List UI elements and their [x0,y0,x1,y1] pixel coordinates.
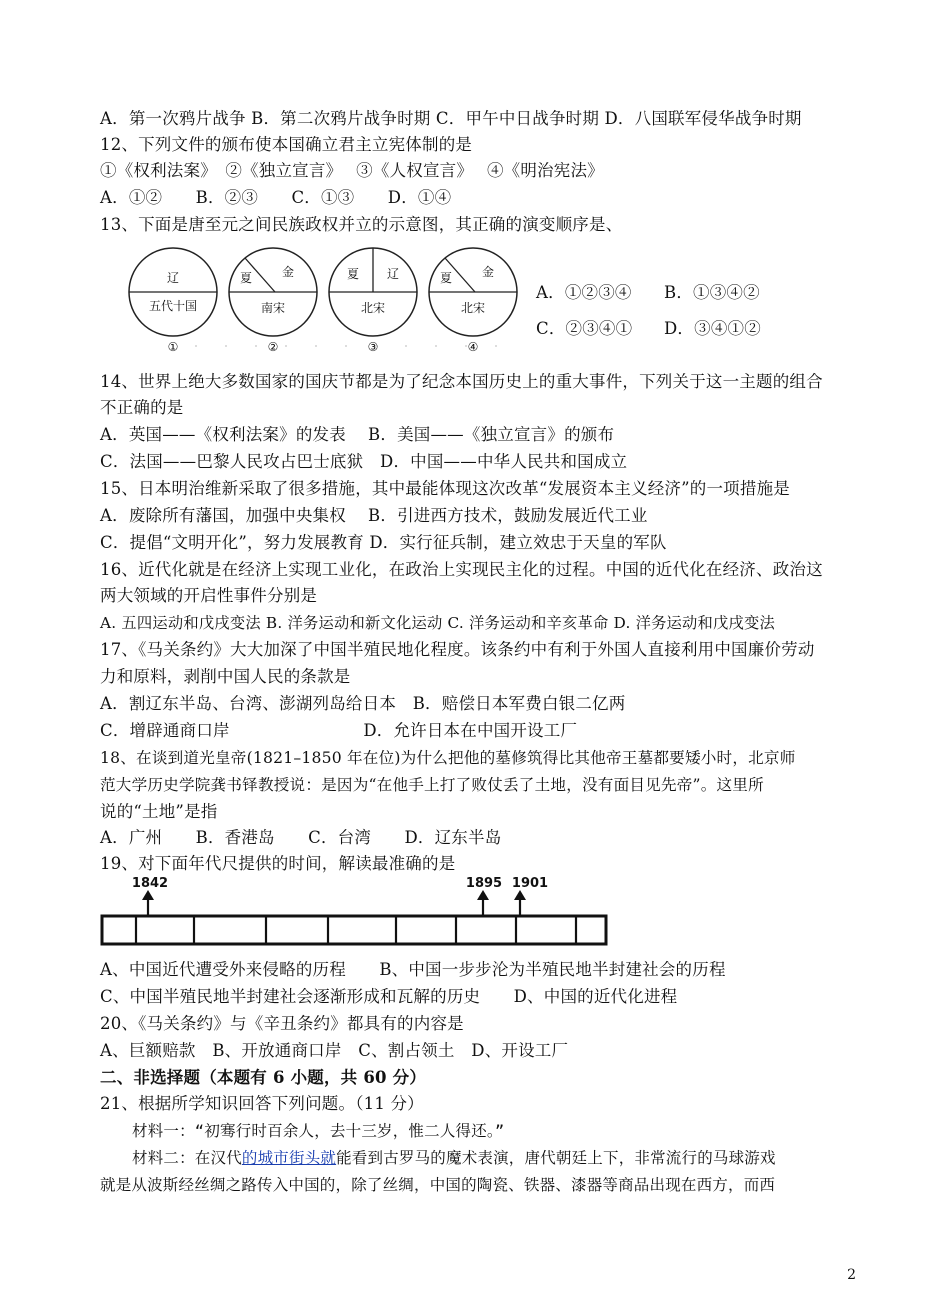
timeline-label-1895: 1895 [465,876,503,891]
q12-options: A．①② B．②③ C．①③ D．①④ [100,188,452,207]
q15-options-ab: A．废除所有藩国，加强中央集权 B．引进西方技术，鼓励发展近代工业 [100,506,648,525]
q16-stem-line-2: 两大领域的开启性事件分别是 [100,586,318,605]
circle-2-bottom: 南宋 [260,301,286,315]
circle-1-bottom: 五代十国 [148,299,198,313]
circle-3-bottom: 北宋 [360,301,386,315]
timeline-label-1842: 1842 [131,876,169,891]
q13-option-a: A．①②③④ [536,283,632,302]
q13-option-d: D．③④①② [664,319,761,338]
q17-stem-line-1: 17、《马关条约》大大加深了中国半殖民地化程度。该条约中有利于外国人直接利用中国廉价劳动 [100,640,815,659]
q18-stem-line-1: 18、在谈到道光皇帝(1821–1850 年在位)为什么把他的墓修筑得比其他帝王墓都要矮小时，北京师 [100,749,796,767]
q18-stem-line-3: 说的“土地”是指 [100,802,218,821]
q19-options-ab: A、中国近代遭受外来侵略的历程 B、中国一步步沦为半殖民地半封建社会的历程 [100,960,726,979]
q20-stem: 20、《马关条约》与《辛丑条约》都具有的内容是 [100,1014,464,1033]
circle-3-top-right: 辽 [386,267,400,281]
q13-option-b: B．①③④② [664,283,760,302]
diagram-circle-2 [229,248,317,354]
q13-regime-diagram [125,244,525,356]
q13-option-c: C．②③④① [536,319,633,338]
q14-stem-line-1: 14、世界上绝大多数国家的国庆节都是为了纪念本国历史上的重大事件，下列关于这一主题的组合 [100,372,823,391]
q14-options-ab: A．英国——《权利法案》的发表 B．美国——《独立宣言》的颁布 [100,425,615,444]
q19-options-cd: C、中国半殖民地半封建社会逐渐形成和瓦解的历史 D、中国的近代化进程 [100,987,678,1006]
q13-stem: 13、下面是唐至元之间民族政权并立的示意图，其正确的演变顺序是、 [100,215,623,234]
q15-stem: 15、日本明治维新采取了很多措施，其中最能体现这次改革“发展资本主义经济”的一项措施是 [100,479,790,498]
circle-2-number: ② [267,340,279,354]
timeline-label-1901: 1901 [511,876,549,891]
q18-options: A．广州 B．香港岛 C．台湾 D．辽东半岛 [100,828,502,847]
q14-stem-line-2: 不正确的是 [100,398,184,417]
circle-4-bottom: 北宋 [460,301,486,315]
q21-material-2-continued: 就是从波斯经丝绸之路传入中国的，除了丝绸，中国的陶瓷、铁器、漆器等商品出现在西方，而西 [100,1176,776,1194]
q17-options-ab: A．割辽东半岛、台湾、澎湖列岛给日本 B．赔偿日本军费白银二亿两 [100,694,626,713]
q18-stem-line-2: 范大学历史学院龚书铎教授说：是因为“在他手上打了败仗丢了土地，没有面目见先帝”。这里所 [100,776,764,794]
diagram-circle-4 [429,248,517,354]
circle-4-number: ④ [467,340,479,354]
circle-2-top-right: 金 [281,265,295,279]
q16-options: A. 五四运动和戊戌变法 B. 洋务运动和新文化运动 C. 洋务运动和辛亥革命 D. 洋务运动和戊戌变法 [100,614,776,632]
q21-material-1: 材料一：“初骞行时百余人，去十三岁，惟二人得还。” [132,1122,505,1140]
q15-options-cd: C．提倡“文明开化”，努力发展教育 D．实行征兵制，建立效忠于天皇的军队 [100,533,667,552]
timeline-marker-1901 [512,876,548,916]
material-2-prefix: 材料二：在汉代 [132,1149,242,1167]
material-2-suffix: 能看到古罗马的魔术表演，唐代朝廷上下，非常流行的马球游戏 [336,1149,776,1167]
q19-stem: 19、对下面年代尺提供的时间，解读最准确的是 [100,854,456,873]
q19-timeline [98,872,618,952]
q12-stem: 12、下列文件的颁布使本国确立君主立宪体制的是 [100,135,473,154]
q17-stem-line-2: 力和原料，剥削中国人民的条款是 [100,667,351,686]
q21-stem: 21、根据所学知识回答下列问题。（11 分） [100,1094,424,1113]
circle-1-top: 辽 [166,271,180,285]
diagram-circle-1 [129,248,217,354]
circle-2-top-left: 夏 [239,271,253,285]
circle-1-number: ① [167,340,179,354]
q17-options-cd: C．增辟通商口岸 D．允许日本在中国开设工厂 [100,721,578,740]
q12-items: ①《权利法案》 ②《独立宣言》 ③《人权宣言》 ④《明治宪法》 [100,161,604,180]
q11-options: A．第一次鸦片战争 B．第二次鸦片战争时期 C．甲午中日战争时期 D．八国联军侵华战争时期 [100,109,802,128]
timeline-marker-1895 [466,876,502,916]
timeline-marker-1842 [132,876,168,916]
material-2-link[interactable]: 的城市街头就 [241,1149,337,1167]
q14-options-cd: C．法国——巴黎人民攻占巴士底狱 D．中国——中华人民共和国成立 [100,452,628,471]
q21-material-2 [132,1146,776,1170]
q16-stem-line-1: 16、近代化就是在经济上实现工业化，在政治上实现民主化的过程。中国的近代化在经济、政治这 [100,560,823,579]
circle-4-top-left: 夏 [439,271,453,285]
q20-options: A、巨额赔款 B、开放通商口岸 C、割占领土 D、开设工厂 [100,1041,569,1060]
diagram-circle-3 [329,248,417,354]
circle-4-top-right: 金 [481,265,495,279]
circle-3-number: ③ [367,340,379,354]
page-number: 2 [847,1267,856,1283]
section-2-title: 二、非选择题（本题有 6 小题，共 60 分） [100,1068,427,1087]
circle-3-top-left: 夏 [346,267,360,281]
